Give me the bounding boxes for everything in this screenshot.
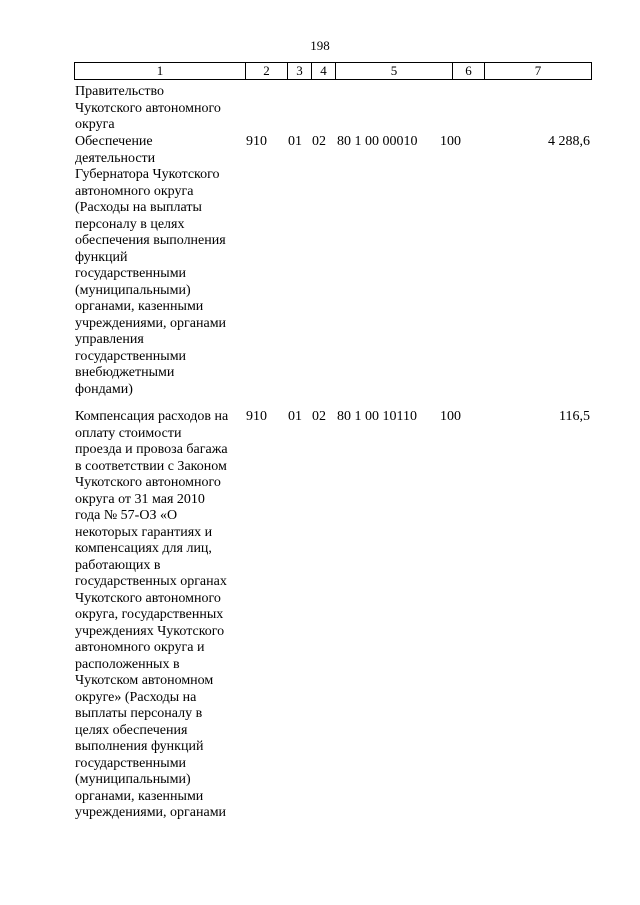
name-line: органами, казенными [75, 788, 204, 804]
name-line: округе» (Расходы на [75, 689, 197, 705]
cell-target-article: 80 1 00 00010 [337, 134, 418, 149]
name-line: в соответствии с Законом [75, 458, 227, 474]
cell-amount: 116,5 [559, 409, 590, 424]
name-line: округа [75, 117, 115, 132]
name-line: государственными [75, 755, 187, 771]
name-line: выплаты персоналу в [75, 706, 203, 721]
cell-ministry-code: 910 [246, 134, 267, 149]
cell-section: 01 [288, 409, 302, 424]
cell-subsection: 02 [312, 134, 326, 149]
cell-target-article: 80 1 00 10110 [337, 409, 417, 424]
header-col-1: 1 [75, 63, 246, 80]
row-name [75, 409, 247, 822]
name-line: управления [75, 332, 144, 347]
header-col-4: 4 [312, 63, 336, 80]
name-line: Обеспечение [75, 134, 153, 149]
name-line: автономного округа и [75, 640, 205, 655]
header-row [75, 63, 592, 80]
cell-expense-type: 100 [440, 409, 461, 424]
name-line: компенсациях для лиц, [75, 541, 212, 556]
name-line: (муниципальными) [75, 772, 191, 787]
name-line: округа от 31 мая 2010 [75, 491, 205, 507]
name-line: государственных органах [75, 574, 227, 589]
name-line: Губернатора Чукотского [75, 167, 220, 182]
header-col-7: 7 [485, 63, 592, 80]
name-line: автономного округа [75, 183, 194, 199]
cell-amount: 4 288,6 [548, 134, 590, 149]
name-line: учреждениями, органами [75, 805, 227, 820]
name-line: деятельности [75, 150, 156, 166]
name-line: Чукотского автономного [75, 100, 221, 116]
name-line: органами, казенными [75, 299, 204, 314]
name-line: некоторых гарантиях и [75, 524, 213, 540]
name-line: Чукотского автономного [75, 590, 221, 606]
name-line: (муниципальными) [75, 282, 191, 298]
name-line: округа, государственных [75, 607, 224, 622]
name-line: Правительство [75, 84, 164, 99]
header-col-3: 3 [288, 63, 312, 80]
name-line: государственными [75, 266, 187, 281]
name-line: обеспечения выполнения [75, 233, 226, 248]
row-name [75, 84, 247, 134]
name-line: проезда и провоза багажа [75, 442, 228, 457]
column-header-table [74, 62, 592, 80]
name-line: Чукотском автономном [75, 673, 214, 688]
name-line: внебюджетными [75, 365, 175, 380]
name-line: работающих в [75, 557, 161, 573]
header-col-6: 6 [453, 63, 485, 80]
name-line: персоналу в целях [75, 216, 185, 232]
name-line: целях обеспечения [75, 722, 188, 738]
row-name [75, 134, 247, 398]
cell-expense-type: 100 [440, 134, 461, 149]
name-line: государственными [75, 348, 187, 364]
cell-subsection: 02 [312, 409, 326, 424]
name-line: учреждениями, органами [75, 315, 227, 331]
cell-section: 01 [288, 134, 302, 149]
name-line: расположенных в [75, 656, 180, 672]
name-line: выполнения функций [75, 739, 204, 754]
name-line: (Расходы на выплаты [75, 200, 202, 215]
name-line: Чукотского автономного [75, 475, 221, 490]
header-col-5: 5 [336, 63, 453, 80]
name-line: учреждениях Чукотского [75, 623, 225, 639]
name-line: Компенсация расходов на [75, 409, 229, 424]
page-number: 198 [310, 38, 330, 53]
cell-ministry-code: 910 [246, 409, 267, 424]
header-col-2: 2 [246, 63, 288, 80]
name-line: оплату стоимости [75, 425, 182, 441]
name-line: функций [75, 249, 128, 265]
name-line: года № 57-ОЗ «О [75, 508, 178, 523]
name-line: фондами) [75, 381, 133, 397]
